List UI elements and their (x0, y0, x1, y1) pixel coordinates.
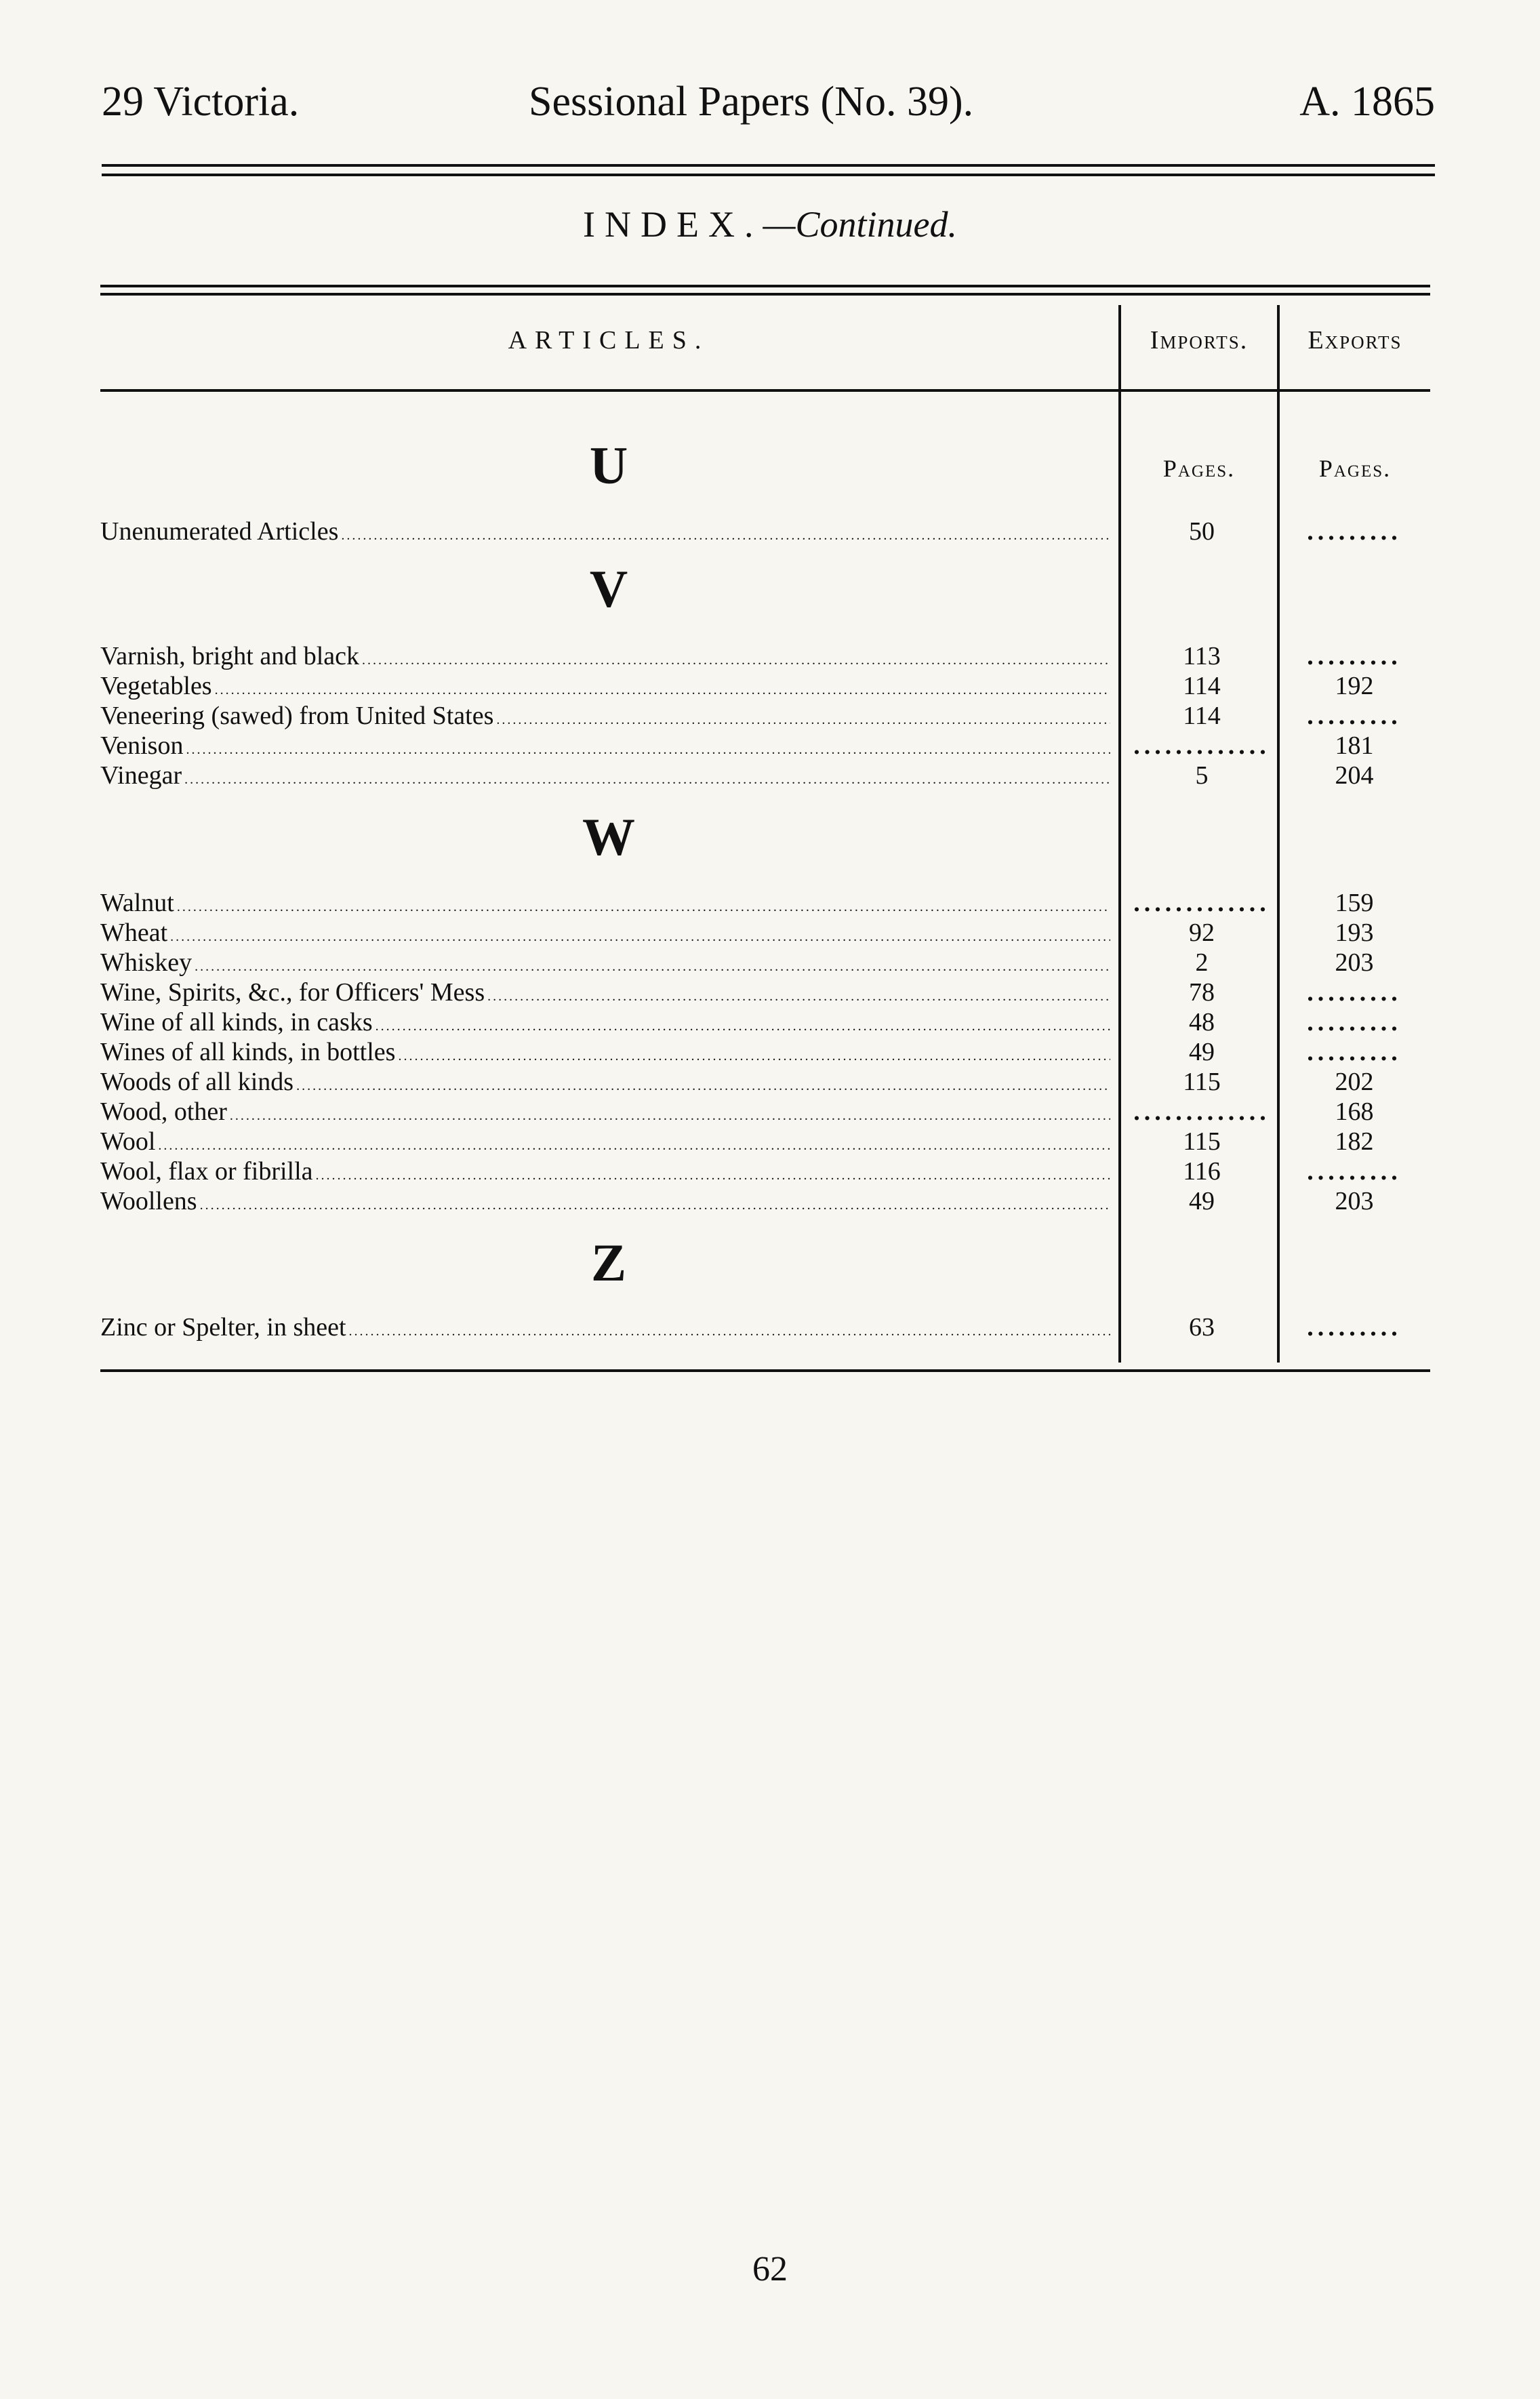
exports-page: 181 (1335, 731, 1374, 760)
table-row (100, 641, 1430, 671)
section-letter-w: W (582, 807, 635, 866)
index-table (100, 285, 1430, 1369)
article-name: Wood, other . . . (100, 1097, 1110, 1131)
article-name: Venison . . . (100, 731, 1110, 765)
article-name: Woollens . . . (100, 1186, 1110, 1220)
article-name: Zinc or Spelter, in sheet . . . (100, 1312, 1110, 1346)
exports-page: ......... (1307, 642, 1402, 670)
exports-page: 168 (1335, 1097, 1374, 1126)
table-rule-top-2 (100, 293, 1430, 296)
exports-page: ......... (1307, 1157, 1402, 1186)
table-row (100, 888, 1430, 918)
index-title (0, 203, 1540, 245)
imports-page: 63 (1189, 1313, 1215, 1342)
page-number: 62 (752, 2250, 788, 2289)
table-row (100, 1312, 1430, 1342)
exports-page: 159 (1335, 889, 1374, 917)
imports-page: 114 (1183, 702, 1221, 730)
article-name: Varnish, bright and black . . . (100, 641, 1110, 675)
exports-page: ......... (1307, 1038, 1402, 1066)
article-name: Wine, Spirits, &c., for Officers' Mess . . . (100, 977, 1110, 1011)
article-name: Unenumerated Articles . . . (100, 517, 1110, 550)
index-title-suffix: —Continued. (763, 204, 957, 245)
column-header-exports: Exports (1308, 326, 1402, 355)
imports-page: ............. (1133, 731, 1270, 760)
imports-page: 49 (1189, 1038, 1215, 1066)
table-rule-top-1 (100, 285, 1430, 287)
table-row (100, 1097, 1430, 1127)
table-rule-bottom (100, 1369, 1430, 1372)
header-rule-bottom (102, 174, 1435, 176)
exports-page: ......... (1307, 1008, 1402, 1036)
table-row (100, 671, 1430, 701)
article-name: Wool . . . (100, 1127, 1110, 1161)
column-header-articles: ARTICLES. (508, 326, 710, 355)
article-name: Vinegar . . . (100, 761, 1110, 794)
table-row (100, 1127, 1430, 1156)
exports-page: ......... (1307, 978, 1402, 1007)
table-row (100, 701, 1430, 731)
imports-page: 92 (1189, 919, 1215, 947)
imports-page: ............. (1133, 889, 1270, 917)
table-row (100, 918, 1430, 948)
imports-page: 49 (1189, 1187, 1215, 1215)
imports-page: 115 (1183, 1068, 1221, 1096)
article-name: Wines of all kinds, in bottles . . . (100, 1037, 1110, 1071)
exports-page: 182 (1335, 1127, 1374, 1156)
article-name: Whiskey . . . (100, 948, 1110, 982)
imports-page: 2 (1195, 948, 1209, 977)
imports-page: 50 (1189, 517, 1215, 546)
table-row (100, 1156, 1430, 1186)
exports-page: ......... (1307, 517, 1402, 546)
table-row (100, 1007, 1430, 1037)
table-row (100, 517, 1430, 546)
table-header-rule (100, 389, 1430, 392)
exports-page: ......... (1307, 702, 1402, 730)
article-name: Wheat . . . (100, 918, 1110, 952)
header-right: A. 1865 (1299, 79, 1435, 125)
imports-page: 114 (1183, 672, 1221, 700)
imports-page: 78 (1189, 978, 1215, 1007)
table-row (100, 761, 1430, 790)
exports-page: 203 (1335, 948, 1374, 977)
header-left: 29 Victoria. (102, 79, 300, 125)
exports-page: ......... (1307, 1313, 1402, 1342)
table-row (100, 1037, 1430, 1067)
header-center: Sessional Papers (No. 39). (529, 79, 974, 125)
article-name: Vegetables . . . (100, 671, 1110, 705)
table-row (100, 977, 1430, 1007)
table-row (100, 731, 1430, 761)
imports-pages-label: Pages. (1162, 455, 1236, 482)
article-name: Wine of all kinds, in casks . . . (100, 1007, 1110, 1041)
article-name: Wool, flax or fibrilla . . . (100, 1156, 1110, 1190)
imports-page: 115 (1183, 1127, 1221, 1156)
imports-page: 113 (1183, 642, 1221, 670)
article-name: Veneering (sawed) from United States . . . (100, 701, 1110, 735)
index-title-main: INDEX. (583, 204, 763, 245)
header-rule-top (102, 164, 1435, 167)
article-name: Walnut . . . (100, 888, 1110, 922)
imports-page: 5 (1195, 761, 1209, 790)
imports-page: 116 (1183, 1157, 1221, 1186)
column-header-imports: Imports. (1150, 326, 1249, 355)
article-name: Woods of all kinds . . . (100, 1067, 1110, 1101)
section-letter-z: Z (590, 1233, 627, 1292)
table-row (100, 1067, 1430, 1097)
table-row (100, 1186, 1430, 1216)
exports-page: 203 (1335, 1187, 1374, 1215)
imports-page: 48 (1189, 1008, 1215, 1036)
section-letter-v: V (589, 559, 628, 618)
table-row (100, 948, 1430, 977)
imports-page: ............. (1133, 1097, 1270, 1126)
exports-page: 192 (1335, 672, 1374, 700)
exports-page: 204 (1335, 761, 1374, 790)
exports-page: 202 (1335, 1068, 1374, 1096)
exports-page: 193 (1335, 919, 1374, 947)
exports-pages-label: Pages. (1318, 455, 1392, 482)
section-letter-u: U (589, 436, 628, 495)
